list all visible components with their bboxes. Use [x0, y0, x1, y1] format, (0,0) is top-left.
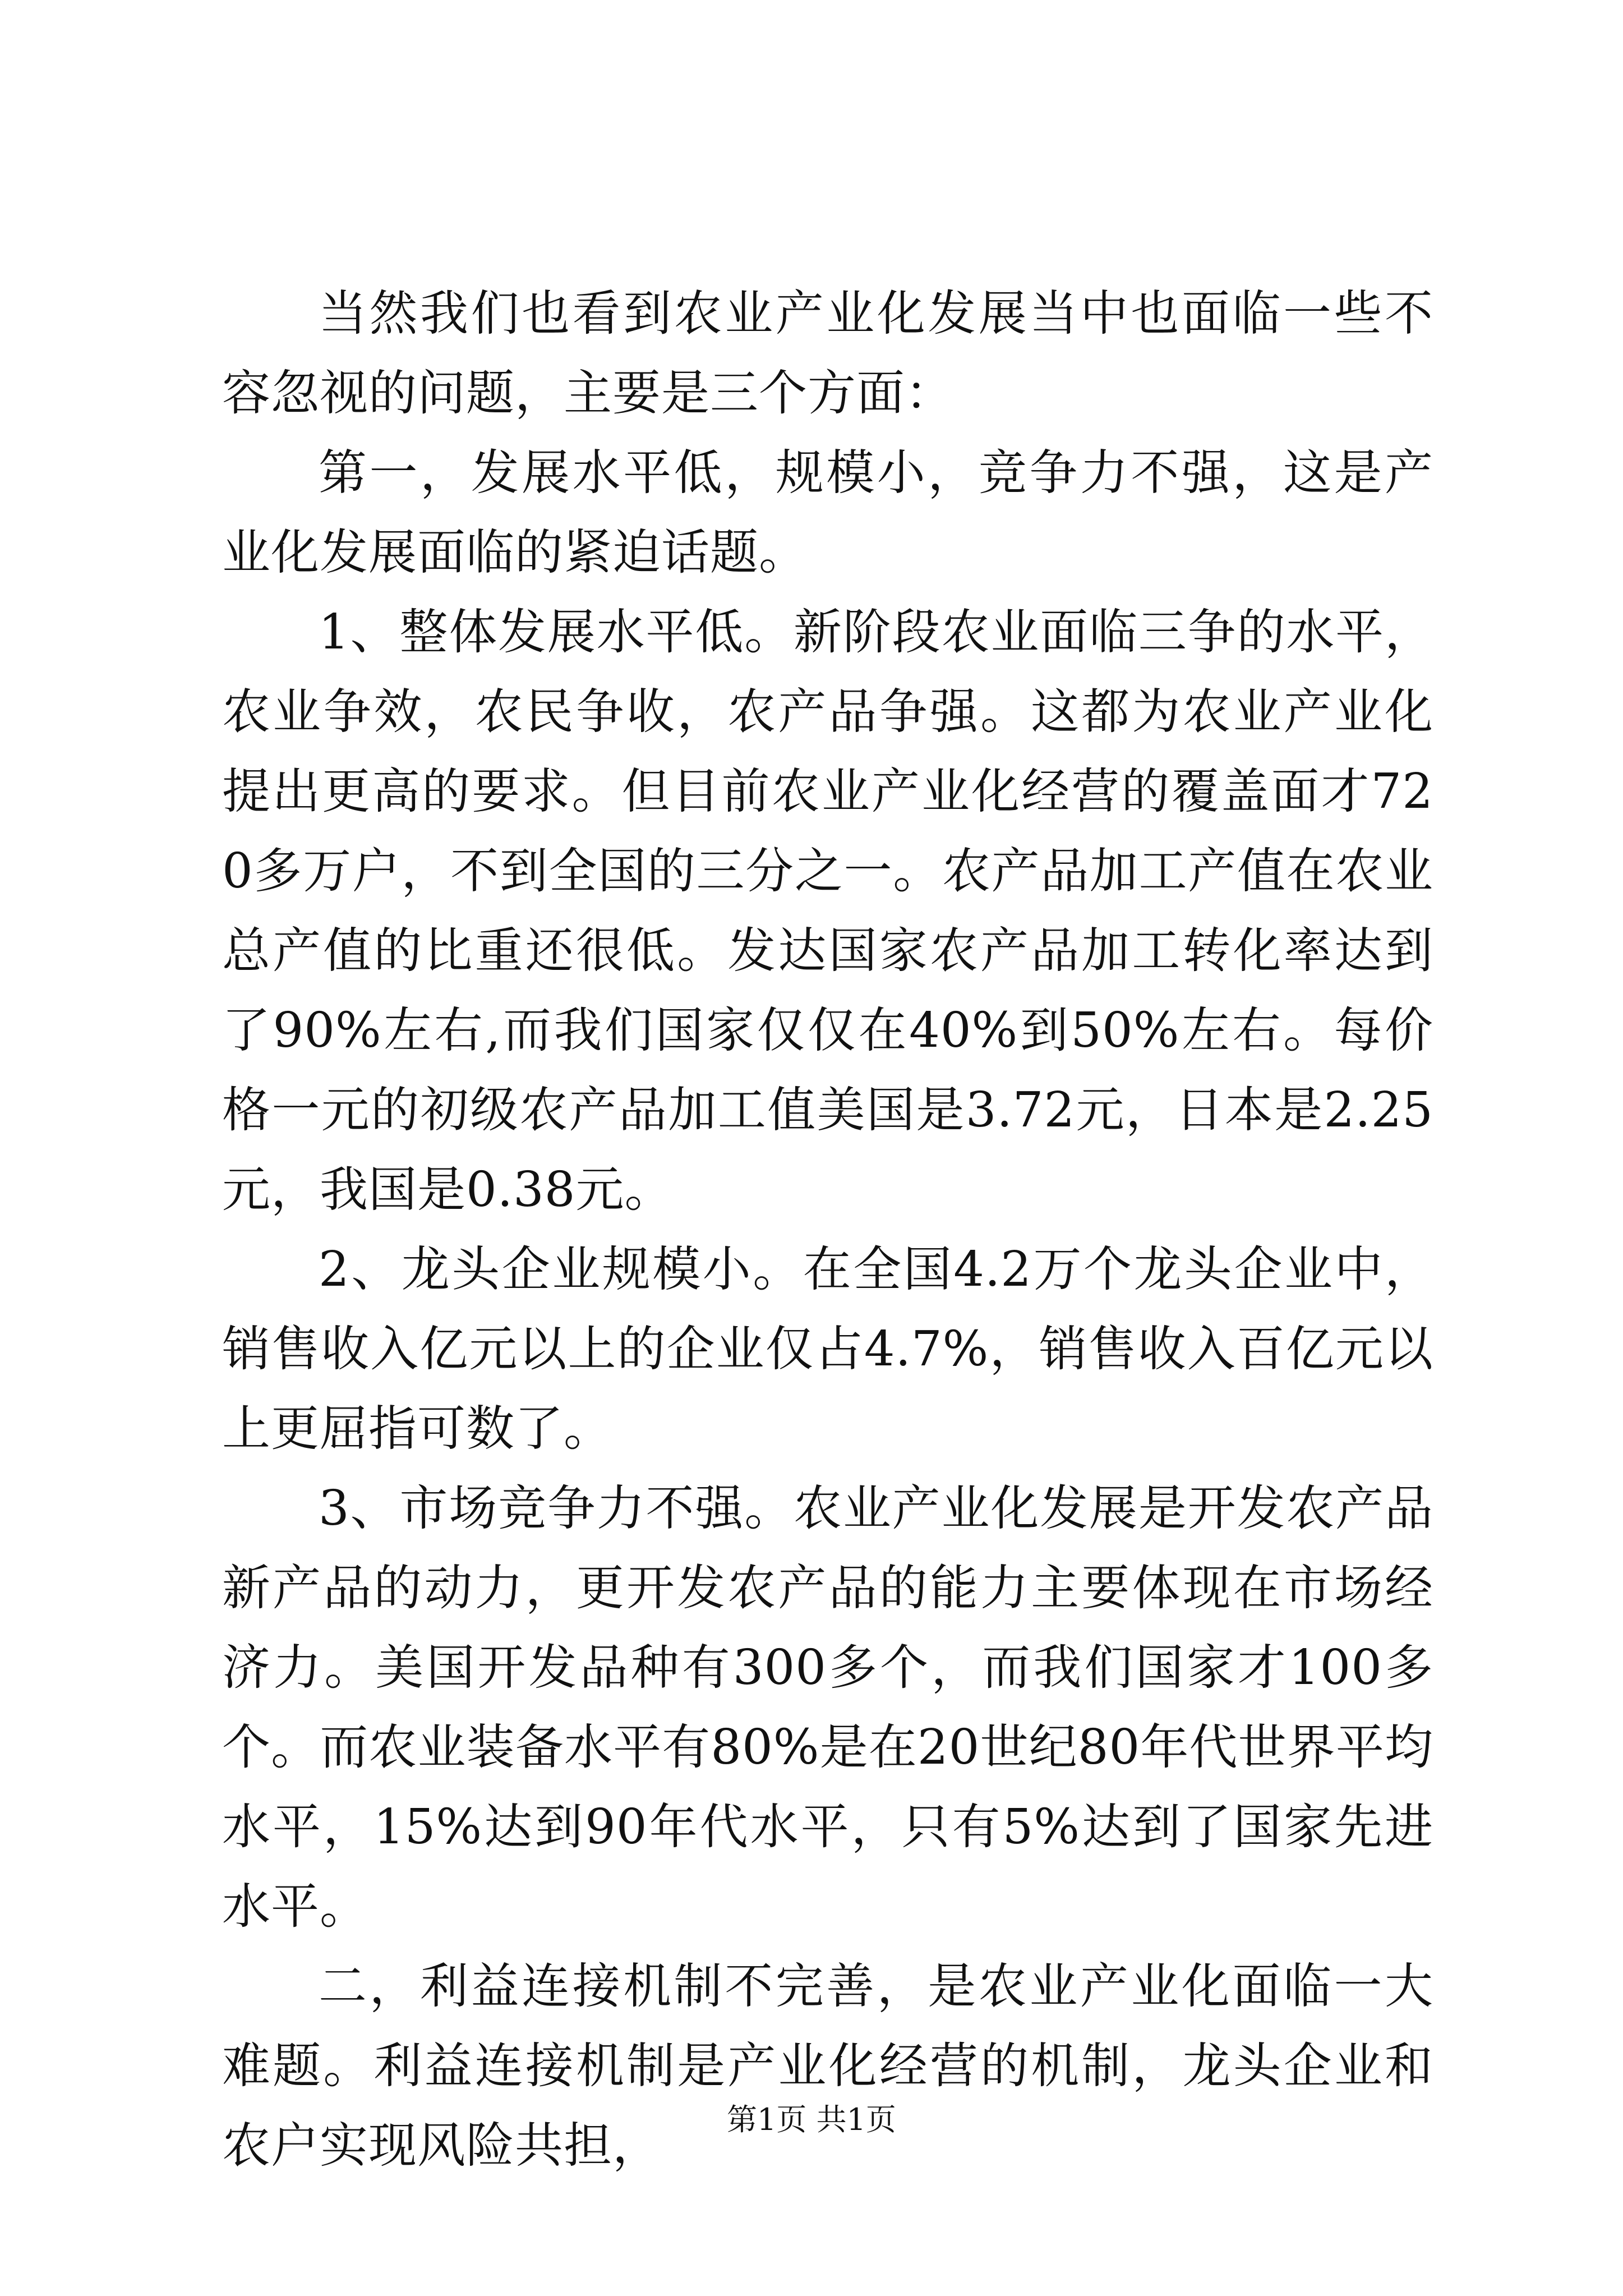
paragraph-point-one: 第一，发展水平低，规模小，竞争力不强，这是产业化发展面临的紧迫话题。 — [222, 445, 1433, 581]
paragraph-item-1: 1、整体发展水平低。新阶段农业面临三争的水平，农业争效，农民争收，农产品争强。这都为农业产业化提出更高的要求。但目前农业产业化经营的覆盖面才720多万户，不到全国的三分之一。农产品加工产值在农业总产值的比重还很低。发达国家农产品加工转化率达到了90%左右,而我们国家仅仅在40%到50%左右。每价格一元的初级农产品加工值美国是3.72元，日本是2.25元，我国是0.38元。 — [222, 604, 1433, 1218]
document-body — [222, 274, 1433, 2185]
paragraph-item-2: 2、龙头企业规模小。在全国4.2万个龙头企业中，销售收入亿元以上的企业仅占4.7%，销售收入百亿元以上更屈指可数了。 — [222, 1241, 1433, 1457]
paragraph-point-two: 二，利益连接机制不完善，是农业产业化面临一大难题。利益连接机制是产业化经营的机制，龙头企业和农户实现风险共担， — [222, 1958, 1433, 2174]
page-footer: 第1页 共1页 — [727, 2102, 896, 2137]
paragraph-intro: 当然我们也看到农业产业化发展当中也面临一些不容忽视的问题，主要是三个方面： — [222, 286, 1433, 421]
paragraph-item-3: 3、市场竞争力不强。农业产业化发展是开发农产品新产品的动力，更开发农产品的能力主要体现在市场经济力。美国开发品种有300多个，而我们国家才100多个。而农业装备水平有80%是在20世纪80年代世界平均水平，15%达到90年代水平，只有5%达到了国家先进水平。 — [222, 1480, 1433, 1935]
